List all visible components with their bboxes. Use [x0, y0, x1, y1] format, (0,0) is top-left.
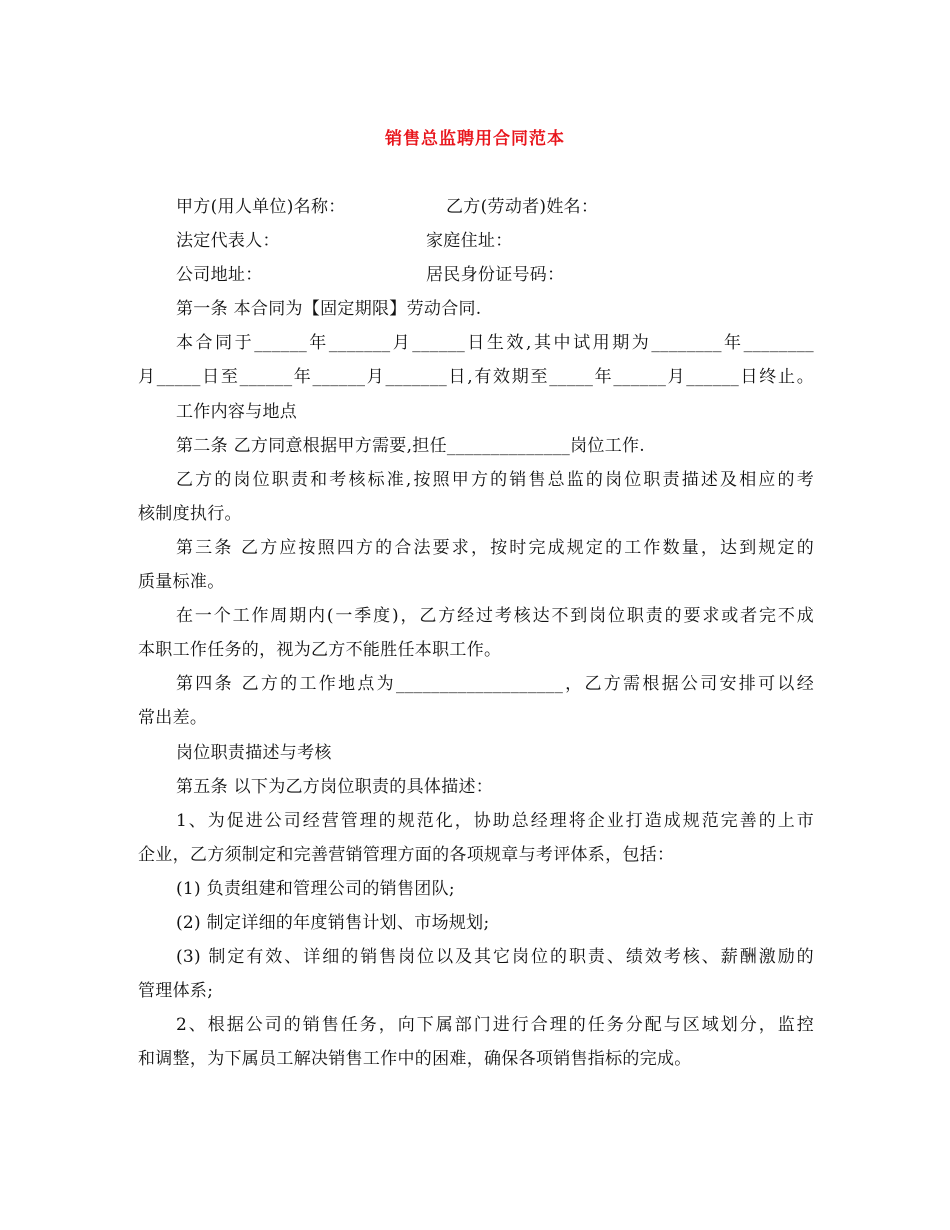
header-row-2 [138, 224, 814, 258]
document-body [138, 190, 814, 1076]
legal-rep-label: 法定代表人： [176, 231, 280, 252]
company-address-label: 公司地址： [176, 265, 263, 286]
paragraph-line: 本职工作任务的，视为乙方不能胜任本职工作。 [138, 640, 502, 661]
section-heading-duties: 岗位职责描述与考核 [176, 742, 332, 763]
document-title: 销售总监聘用合同范本 [385, 129, 565, 149]
sub-item-3: (3) 制定有效、详细的销售岗位以及其它岗位的职责、绩效考核、薪酬激励的 [176, 947, 814, 968]
section-heading-work: 工作内容与地点 [176, 401, 298, 422]
paragraph-line: 企业，乙方须制定和完善营销管理方面的各项规章与考评体系，包括： [138, 844, 675, 865]
id-number-label: 居民身份证号码： [426, 265, 565, 286]
sub-item-2: (2) 制定详细的年度销售计划、市场规划; [176, 912, 490, 933]
article-5: 第五条 以下为乙方岗位职责的具体描述： [176, 776, 494, 797]
paragraph-line: 常出差。 [138, 708, 208, 729]
home-address-label: 家庭住址： [426, 231, 513, 252]
paragraph-line: 质量标准。 [138, 572, 225, 593]
article-4: 第四条 乙方的工作地点为___________________，乙方需根据公司安排可以经 [176, 674, 814, 695]
paragraph-line: 在一个工作周期内(一季度)，乙方经过考核达不到岗位职责的要求或者完不成 [176, 606, 814, 627]
header-row-1 [138, 190, 814, 224]
effective-date-line: 本合同于______年_______月______日生效,其中试用期为________年________ [176, 333, 814, 354]
article-1: 第一条 本合同为【固定期限】劳动合同. [176, 299, 482, 320]
article-3: 第三条 乙方应按照四方的合法要求，按时完成规定的工作数量，达到规定的 [176, 537, 814, 558]
list-item-1: 1、为促进公司经营管理的规范化，协助总经理将企业打造成规范完善的上市 [176, 810, 814, 831]
party-a-name-label: 甲方(用人单位)名称： [176, 197, 346, 217]
sub-item-1: (1) 负责组建和管理公司的销售团队; [176, 878, 455, 899]
effective-date-line-cont: 月_____日至______年______月_______日,有效期至_____年______月______日终止。 [138, 367, 814, 388]
article-2: 第二条 乙方同意根据甲方需要,担任______________岗位工作. [176, 435, 646, 456]
paragraph-line: 和调整，为下属员工解决销售工作中的困难，确保各项销售指标的完成。 [138, 1049, 692, 1070]
party-b-name-label: 乙方(劳动者)姓名： [446, 197, 599, 217]
list-item-2: 2、根据公司的销售任务，向下属部门进行合理的任务分配与区域划分，监控 [176, 1015, 814, 1036]
header-row-3 [138, 258, 814, 292]
paragraph-line: 核制度执行。 [138, 503, 242, 524]
paragraph-line: 管理体系; [138, 981, 214, 1002]
paragraph-line: 乙方的岗位职责和考核标准,按照甲方的销售总监的岗位职责描述及相应的考 [176, 469, 814, 490]
